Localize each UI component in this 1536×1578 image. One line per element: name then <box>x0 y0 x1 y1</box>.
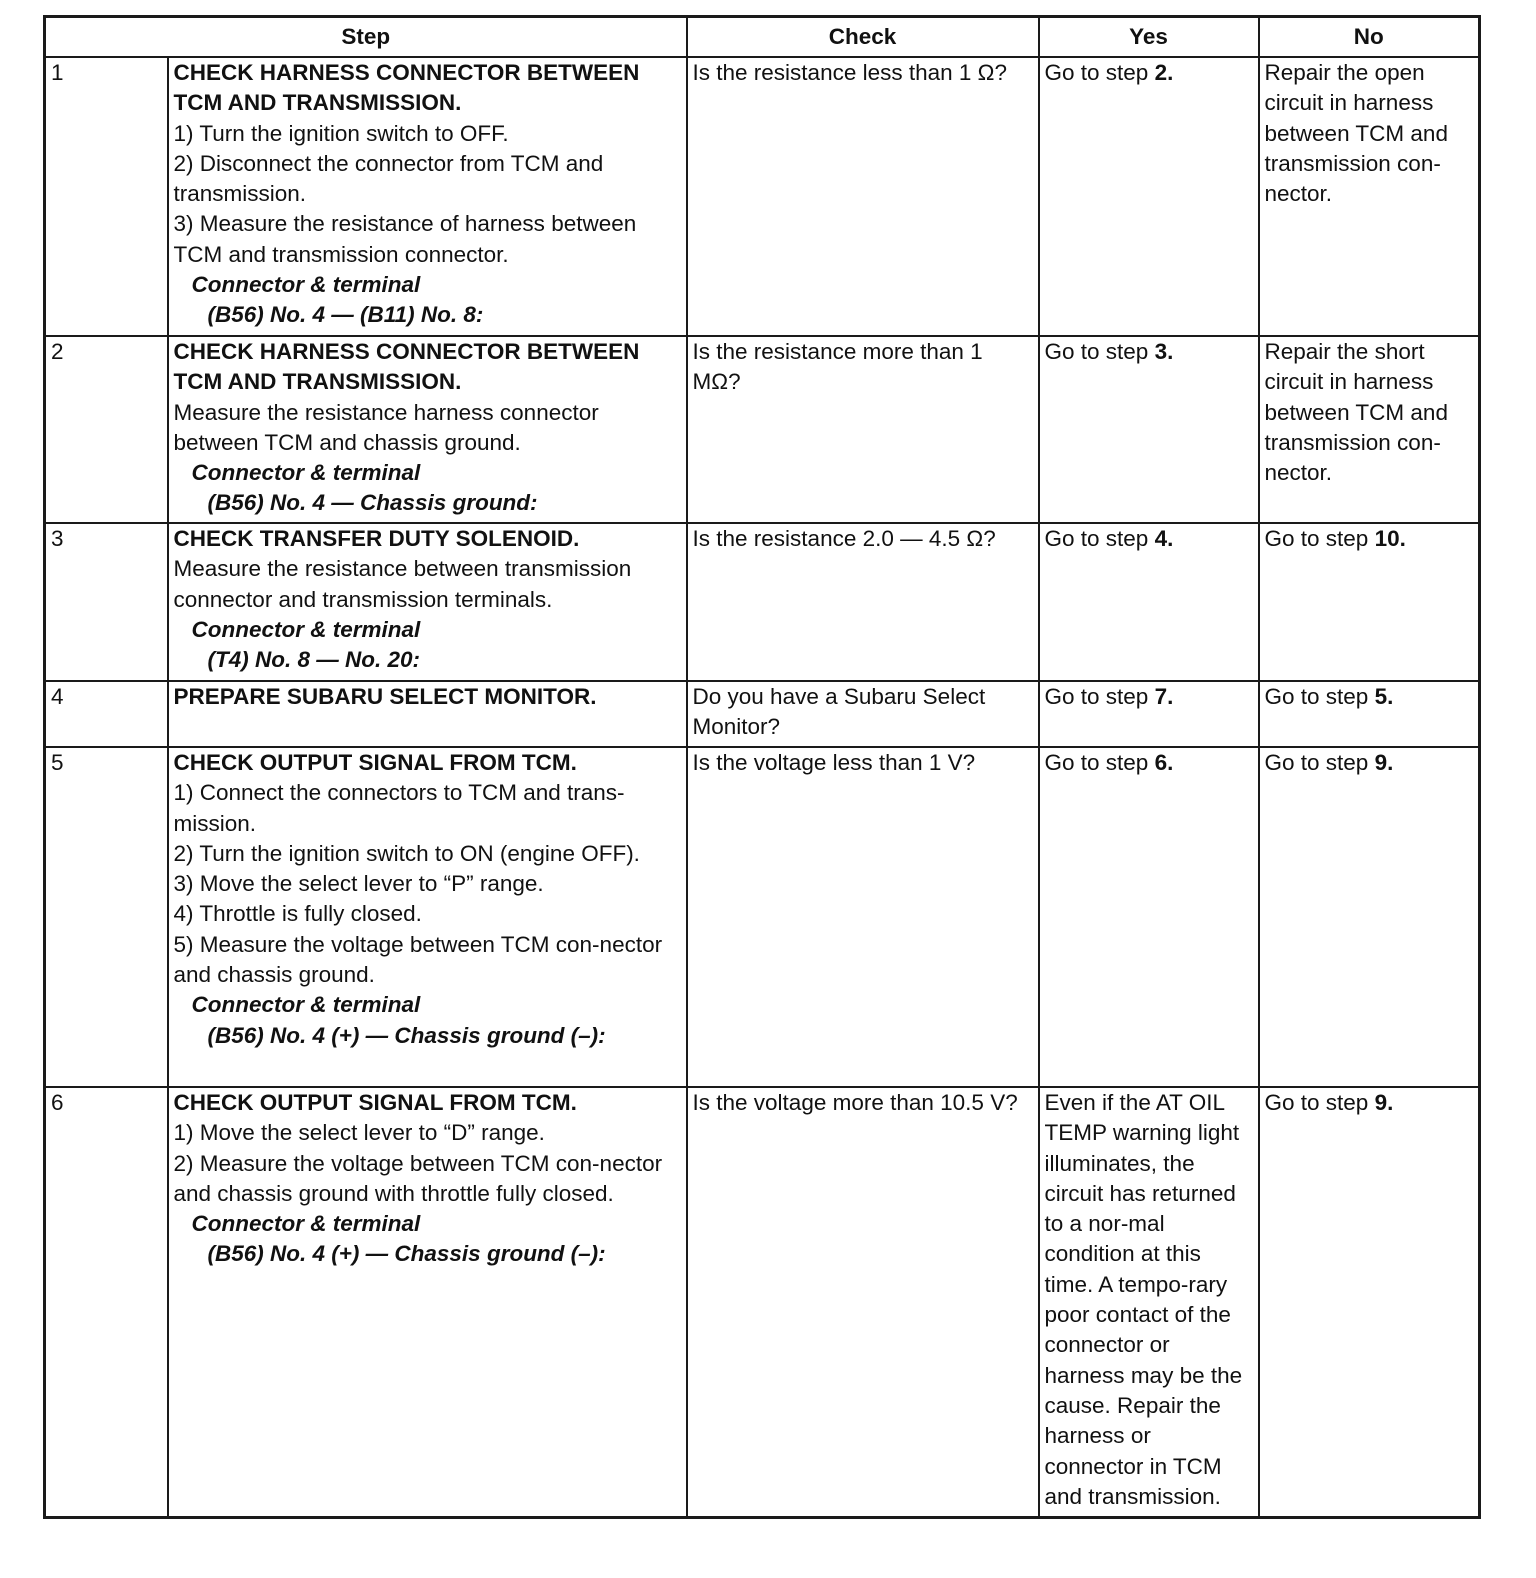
step-instruction: 5) Measure the voltage between TCM con-nector and chassis ground. <box>173 931 663 988</box>
yes-text: Go to step <box>1044 684 1155 709</box>
step-instruction: 1) Move the select lever to “D” range. <box>173 1120 545 1146</box>
no-step-ref: 9. <box>1374 750 1394 775</box>
step-title: CHECK TRANSFER DUTY SOLENOID. <box>173 526 580 551</box>
step-cell <box>168 336 687 523</box>
step-cell <box>168 1087 687 1517</box>
no-cell: Repair the short circuit in harness between TCM and transmission con-nector. <box>1259 336 1480 523</box>
step-instruction: 4) Throttle is fully closed. <box>173 901 422 927</box>
table-header-row <box>45 17 1480 58</box>
step-title: CHECK OUTPUT SIGNAL FROM TCM. <box>173 1090 577 1115</box>
no-step-ref: 10. <box>1374 526 1406 551</box>
step-instruction: 3) Measure the resistance of harness between TCM and transmission connector. <box>173 211 637 267</box>
no-cell <box>1259 1087 1480 1517</box>
yes-text: Go to step <box>1044 526 1155 551</box>
step-title: CHECK OUTPUT SIGNAL FROM TCM. <box>173 750 577 775</box>
step-cell <box>168 523 687 681</box>
yes-cell <box>1039 57 1259 336</box>
connector-terminal-value: (B56) No. 4 (+) — Chassis ground (–): <box>207 1022 606 1048</box>
step-number: 1 <box>45 57 168 336</box>
no-cell <box>1259 747 1480 1087</box>
no-cell: Repair the open circuit in harness between TCM and transmission con-nector. <box>1259 57 1480 336</box>
yes-step-ref: 7. <box>1154 684 1174 709</box>
table-row <box>45 523 1480 681</box>
connector-terminal-label: Connector & terminal <box>191 460 421 486</box>
check-cell: Is the voltage more than 10.5 V? <box>687 1087 1039 1517</box>
connector-terminal-value: (B56) No. 4 — Chassis ground: <box>207 490 538 516</box>
step-cell <box>168 747 687 1087</box>
no-text: Go to step <box>1264 526 1375 551</box>
step-title: PREPARE SUBARU SELECT MONITOR. <box>173 684 597 709</box>
diagnostic-table <box>43 15 1481 1519</box>
step-cell <box>168 681 687 747</box>
step-number: 5 <box>45 747 168 1087</box>
table-row <box>45 747 1480 1087</box>
yes-step-ref: 2. <box>1154 60 1174 85</box>
step-instruction: 2) Turn the ignition switch to ON (engine OFF). <box>173 840 640 866</box>
no-step-ref: 5. <box>1374 684 1394 709</box>
step-title: CHECK HARNESS CONNECTOR BETWEEN TCM AND TRANSMISSION. <box>173 60 640 116</box>
connector-terminal-value: (B56) No. 4 (+) — Chassis ground (–): <box>207 1241 606 1267</box>
step-instruction: 2) Measure the voltage between TCM con-nector and chassis ground with throttle fully closed. <box>173 1150 663 1206</box>
connector-terminal-label: Connector & terminal <box>191 1211 421 1237</box>
step-instruction: 1) Connect the connectors to TCM and trans-mission. <box>173 780 625 836</box>
step-instruction: 3) Move the select lever to “P” range. <box>173 871 544 897</box>
step-number: 3 <box>45 523 168 681</box>
step-number: 6 <box>45 1087 168 1517</box>
connector-terminal-value: (B56) No. 4 — (B11) No. 8: <box>207 302 484 328</box>
table-row <box>45 57 1480 336</box>
header-no: No <box>1259 17 1480 58</box>
no-step-ref: 9. <box>1374 1090 1394 1115</box>
yes-text: Go to step <box>1044 339 1155 364</box>
yes-cell <box>1039 681 1259 747</box>
yes-text: Go to step <box>1044 750 1155 775</box>
header-check: Check <box>687 17 1039 58</box>
header-yes: Yes <box>1039 17 1259 58</box>
connector-terminal-value: (T4) No. 8 — No. 20: <box>207 647 421 673</box>
yes-cell <box>1039 523 1259 681</box>
step-instruction: 1) Turn the ignition switch to OFF. <box>173 120 509 146</box>
yes-text: Go to step <box>1044 60 1155 85</box>
yes-cell <box>1039 747 1259 1087</box>
yes-step-ref: 4. <box>1154 526 1174 551</box>
no-text: Go to step <box>1264 750 1375 775</box>
yes-cell <box>1039 336 1259 523</box>
no-text: Go to step <box>1264 684 1375 709</box>
step-instruction: Measure the resistance between transmission connector and transmission terminals. <box>173 556 632 612</box>
table-row <box>45 336 1480 523</box>
table-row <box>45 681 1480 747</box>
header-step: Step <box>45 17 687 58</box>
connector-terminal-label: Connector & terminal <box>191 272 421 298</box>
check-cell: Is the resistance more than 1 MΩ? <box>687 336 1039 523</box>
step-title: CHECK HARNESS CONNECTOR BETWEEN TCM AND TRANSMISSION. <box>173 339 640 395</box>
step-instruction: Measure the resistance harness connector between TCM and chassis ground. <box>173 399 599 455</box>
check-cell: Is the voltage less than 1 V? <box>687 747 1039 1087</box>
check-cell: Do you have a Subaru Select Monitor? <box>687 681 1039 747</box>
yes-step-ref: 3. <box>1154 339 1174 364</box>
no-text: Go to step <box>1264 1090 1375 1115</box>
step-instruction: 2) Disconnect the connector from TCM and transmission. <box>173 150 604 207</box>
step-cell <box>168 57 687 336</box>
connector-terminal-label: Connector & terminal <box>191 616 421 642</box>
check-cell: Is the resistance less than 1 Ω? <box>687 57 1039 336</box>
table-row <box>45 1087 1480 1517</box>
connector-terminal-label: Connector & terminal <box>191 992 421 1018</box>
no-cell <box>1259 523 1480 681</box>
check-cell: Is the resistance 2.0 — 4.5 Ω? <box>687 523 1039 681</box>
step-number: 4 <box>45 681 168 747</box>
yes-cell: Even if the AT OIL TEMP warning light illuminates, the circuit has returned to a nor-mal condition at this time. A tempo-rary poor contact of the connector or harness may be the cause. Repair the harness or connector in TCM and transmission. <box>1039 1087 1259 1517</box>
yes-step-ref: 6. <box>1154 750 1174 775</box>
no-cell <box>1259 681 1480 747</box>
step-number: 2 <box>45 336 168 523</box>
